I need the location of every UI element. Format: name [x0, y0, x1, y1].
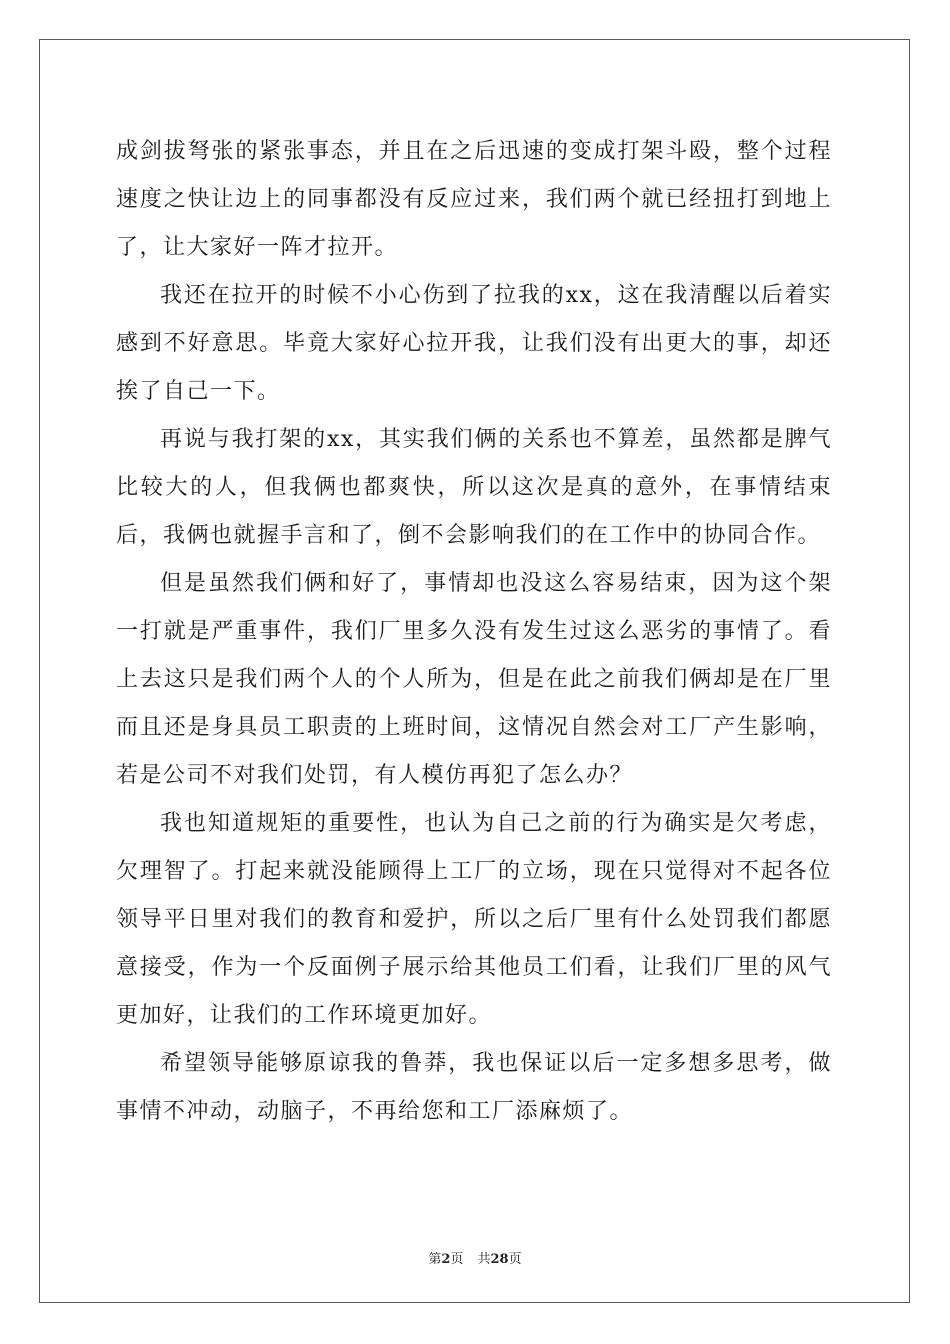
paragraph-5: 我也知道规矩的重要性，也认为自己之前的行为确实是欠考虑，欠理智了。打起来就没能顾得上工厂的立场，现在只觉得对不起各位领导平日里对我们的教育和爱护，所以之后厂里有什么处罚我们都愿意接受，作为一个反面例子展示给其他员工们看，让我们厂里的风气更加好，让我们的工作环境更加好。	[116, 811, 832, 1028]
paragraph-6: 希望领导能够原谅我的鲁莽，我也保证以后一定多想多思考，做事情不冲动，动脑子，不再给您和工厂添麻烦了。	[116, 1051, 832, 1124]
page-footer	[0, 1248, 950, 1267]
paragraph-1: 成剑拔弩张的紧张事态，并且在之后迅速的变成打架斗殴，整个过程速度之快让边上的同事都没有反应过来，我们两个就已经扭打到地上了，让大家好一阵才拉开。	[116, 139, 832, 260]
total-suffix: 页	[508, 1252, 522, 1267]
total-prefix: 共	[477, 1252, 491, 1267]
total-pages: 28	[490, 1252, 509, 1267]
paragraph-2: 我还在拉开的时候不小心伤到了拉我的xx，这在我清醒以后着实感到不好意思。毕竟大家好心拉开我，让我们没有出更大的事，却还挨了自己一下。	[116, 283, 832, 404]
paragraph-4: 但是虽然我们俩和好了，事情却也没这么容易结束，因为这个架一打就是严重事件，我们厂里多久没有发生过这么恶劣的事情了。看上去这只是我们两个人的个人所为，但是在此之前我们俩却是在厂里而且还是身具员工职责的上班时间，这情况自然会对工厂产生影响，若是公司不对我们处罚，有人模仿再犯了怎么办？	[116, 571, 832, 788]
page-suffix: 页	[450, 1252, 464, 1267]
page-prefix: 第	[428, 1252, 442, 1267]
page-number: 2	[441, 1252, 451, 1267]
document-body	[116, 128, 832, 1136]
paragraph-3: 再说与我打架的xx，其实我们俩的关系也不算差，虽然都是脾气比较大的人，但我俩也都爽快，所以这次是真的意外，在事情结束后，我俩也就握手言和了，倒不会影响我们的在工作中的协同合作。	[116, 427, 832, 548]
